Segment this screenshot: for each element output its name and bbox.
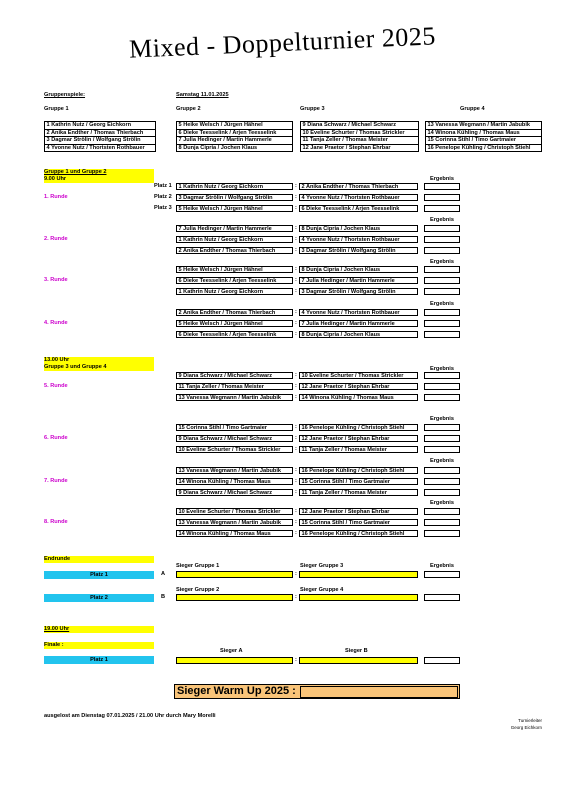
ergebnis-header: Ergebnis: [430, 301, 454, 307]
round-label: 4. Runde: [44, 320, 68, 326]
match-team-away: 7 Julia Hedinger / Martin Hammerle: [299, 320, 418, 327]
ergebnis-field[interactable]: [424, 331, 460, 338]
colon: :: [295, 508, 297, 514]
round-label: 3. Runde: [44, 277, 68, 283]
team-name: Jane Praetor / Stephan Ehrbar: [310, 144, 391, 151]
ergebnis-field[interactable]: [424, 424, 460, 431]
ergebnis-field[interactable]: [424, 467, 460, 474]
sieger-a-label: Sieger A: [220, 648, 243, 654]
match-team-home: 1 Kathrin Nutz / Georg Eichkorn: [176, 236, 293, 243]
team-number: 7: [178, 137, 182, 143]
section1-label: [44, 169, 154, 176]
endrunde-label: Endrunde: [44, 556, 154, 563]
match-team-away: 3 Dagmar Strölin / Wolfgang Strölin: [299, 288, 418, 295]
team-name: Eveline Schurter / Thomas Strickler: [310, 129, 405, 136]
match-team-away: 14 Winona Kühling / Thomas Maus: [299, 394, 418, 401]
team-name: Corinna Stihl / Timo Gartmaier: [435, 137, 517, 143]
ergebnis-field[interactable]: [424, 489, 460, 496]
colon: :: [295, 225, 297, 231]
group-team-entry: [177, 137, 292, 145]
group-team-entry: [45, 145, 155, 152]
team-name: Kathrin Nutz / Georg Eichkorn: [51, 122, 132, 128]
sieger-gruppe1-field[interactable]: [176, 571, 293, 578]
footer-role: Turnierleiter: [518, 718, 542, 723]
group-4-team-list: [425, 121, 542, 152]
ergebnis-field[interactable]: [424, 236, 460, 243]
team-number: 10: [302, 129, 309, 136]
team-name: Tanja Zeller / Thomas Meister: [309, 137, 388, 143]
match-team-away: 4 Yvonne Nutz / Thortsten Rothbauer: [299, 194, 418, 201]
team-name: Dagmar Strölin / Wolfgang Strölin: [51, 137, 141, 143]
group-team-entry: [45, 130, 155, 138]
colon: :: [295, 309, 297, 315]
colon: :: [295, 247, 297, 253]
section1-title: Gruppe 1 und Gruppe 2: [44, 169, 107, 175]
match-team-home: 13 Vanessa Wegmann / Martin Jabubik: [176, 394, 293, 401]
ergebnis-header: Ergebnis: [430, 176, 454, 182]
colon: :: [295, 288, 297, 294]
sieger-a-field[interactable]: [176, 657, 293, 664]
date-label: Samstag 11.01.2025: [176, 92, 229, 98]
match-team-away: 8 Dunja Cipria / Jochen Klaus: [299, 266, 418, 273]
group-team-entry: [301, 137, 418, 145]
colon: :: [295, 478, 297, 484]
ergebnis-field[interactable]: [424, 247, 460, 254]
group-team-entry: [426, 130, 541, 138]
warmup-winner-field[interactable]: [300, 686, 458, 698]
footer-note: ausgelost am Dienstag 07.01.2025 / 21.00 Uhr durch Mary Morelli: [44, 713, 216, 719]
match-team-away: 3 Dagmar Strölin / Wolfgang Strölin: [299, 247, 418, 254]
match-team-home: 9 Diana Schwarz / Michael Schwarz: [176, 489, 293, 496]
colon: :: [295, 530, 297, 536]
ergebnis-field[interactable]: [424, 435, 460, 442]
match-a-label: A: [161, 571, 166, 577]
finale-label: Finale :: [44, 642, 154, 649]
group-team-entry: [426, 145, 541, 152]
match-team-away: 8 Dunja Cipria / Jochen Klaus: [299, 331, 418, 338]
round-label: 8. Runde: [44, 519, 68, 525]
page-title: Mixed - Doppelturnier 2025: [128, 21, 437, 64]
match-team-away: 12 Jane Praetor / Stephan Ehrbar: [299, 383, 418, 390]
match-team-away: 16 Penelope Kühling / Christoph Stiehl: [299, 467, 418, 474]
colon: :: [295, 394, 297, 400]
colon: :: [295, 277, 297, 283]
ergebnis-field[interactable]: [424, 383, 460, 390]
ergebnis-field-a[interactable]: [424, 571, 460, 578]
team-number: 13: [427, 122, 434, 128]
match-team-home: 13 Vanessa Wegmann / Martin Jabubik: [176, 519, 293, 526]
platz1-endrunde-badge: Platz 1: [44, 571, 154, 579]
team-number: 16: [427, 144, 434, 151]
colon: :: [295, 519, 297, 525]
group-team-entry: [301, 145, 418, 152]
match-team-away: 16 Penelope Kühling / Christoph Stiehl: [299, 530, 418, 537]
team-name: Dunja Cipria / Jochen Klaus: [183, 144, 258, 151]
team-number: 6: [178, 129, 182, 136]
colon: :: [295, 331, 297, 337]
group-team-entry: [426, 137, 541, 145]
group-team-entry: [301, 130, 418, 138]
match-team-home: 5 Heike Welsch / Jürgen Hähnel: [176, 320, 293, 327]
group-team-entry: [177, 145, 292, 152]
sieger-gruppe2-label: Sieger Gruppe 2: [176, 587, 220, 593]
match-team-home: 10 Eveline Schurter / Thomas Strickler: [176, 446, 293, 453]
ergebnis-endrunde-label: Ergebnis: [430, 563, 454, 569]
section1-time: 9.00 Uhr: [44, 176, 154, 183]
group-team-entry: [301, 122, 418, 130]
team-number: 11: [302, 137, 309, 143]
warmup-label: Sieger Warm Up 2025 :: [177, 685, 296, 697]
group-3-label: Gruppe 3: [300, 106, 325, 112]
ergebnis-field-b[interactable]: [424, 594, 460, 601]
colon: :: [295, 489, 297, 495]
colon: :: [295, 183, 297, 189]
team-name: Dieke Teesselink / Arjen Teesselink: [183, 129, 277, 136]
match-team-away: 12 Jane Praetor / Stephan Ehrbar: [299, 435, 418, 442]
team-number: 1: [46, 122, 50, 128]
match-team-home: 6 Dieke Teesselink / Arjen Teesselink: [176, 277, 293, 284]
ergebnis-header: Ergebnis: [430, 500, 454, 506]
match-team-home: 1 Kathrin Nutz / Georg Eichkorn: [176, 288, 293, 295]
platz2-endrunde-badge: Platz 2: [44, 594, 154, 602]
round-label: 1. Runde: [44, 194, 68, 200]
match-team-home: 5 Heike Welsch / Jürgen Hähnel: [176, 266, 293, 273]
sieger-gruppe3-field[interactable]: [299, 571, 418, 578]
sieger-gruppe4-field[interactable]: [299, 594, 418, 601]
ergebnis-header: Ergebnis: [430, 416, 454, 422]
platz-label: Platz 3: [154, 205, 172, 211]
ergebnis-field-finale[interactable]: [424, 657, 460, 664]
ergebnis-header: Ergebnis: [430, 458, 454, 464]
match-team-home: 14 Winona Kühling / Thomas Maus: [176, 530, 293, 537]
colon: :: [295, 320, 297, 326]
match-team-home: 10 Eveline Schurter / Thomas Strickler: [176, 508, 293, 515]
team-name: Yvonne Nutz / Thortsten Rothbauer: [51, 144, 145, 151]
ergebnis-field[interactable]: [424, 183, 460, 190]
colon: :: [295, 446, 297, 452]
sieger-gruppe3-label: Sieger Gruppe 3: [300, 563, 344, 569]
match-team-home: 9 Diana Schwarz / Michael Schwarz: [176, 435, 293, 442]
group-2-team-list: [176, 121, 293, 152]
platz-label: Platz 2: [154, 194, 172, 200]
team-name: Anika Endther / Thomas Thierbach: [50, 129, 144, 136]
footer-name: Georg Eichkorn: [510, 725, 542, 730]
platz1-finale-badge: Platz 1: [44, 656, 154, 664]
match-team-away: 11 Tanja Zeller / Thomas Meister: [299, 489, 418, 496]
platz-label: Platz 1: [154, 183, 172, 189]
match-b-label: B: [161, 594, 166, 600]
colon: :: [295, 372, 297, 378]
ergebnis-header: Ergebnis: [430, 217, 454, 223]
colon: :: [295, 194, 297, 200]
colon: :: [295, 657, 297, 663]
gruppenspiele-label: Gruppenspiele:: [44, 92, 86, 98]
ergebnis-field[interactable]: [424, 225, 460, 232]
group-team-entry: [177, 130, 292, 138]
group-3-team-list: [300, 121, 419, 152]
colon: :: [295, 424, 297, 430]
match-team-home: 14 Winona Kühling / Thomas Maus: [176, 478, 293, 485]
colon: :: [295, 266, 297, 272]
ergebnis-field[interactable]: [424, 478, 460, 485]
match-team-away: 16 Penelope Kühling / Christoph Stiehl: [299, 424, 418, 431]
team-name: Winona Kühling / Thomas Maus: [435, 129, 520, 136]
match-team-home: 13 Vanessa Wegmann / Martin Jabubik: [176, 467, 293, 474]
ergebnis-field[interactable]: [424, 372, 460, 379]
group-team-entry: [45, 137, 155, 145]
match-team-home: 1 Kathrin Nutz / Georg Eichkorn: [176, 183, 293, 190]
sieger-b-field[interactable]: [299, 657, 418, 664]
match-team-home: 2 Anika Endther / Thomas Thierbach: [176, 309, 293, 316]
match-team-home: 15 Corinna Stihl / Timo Gartmaier: [176, 424, 293, 431]
match-team-home: 7 Julia Hedinger / Martin Hammerle: [176, 225, 293, 232]
sieger-gruppe4-label: Sieger Gruppe 4: [300, 587, 344, 593]
group-team-entry: [45, 122, 155, 130]
match-team-away: 4 Yvonne Nutz / Thortsten Rothbauer: [299, 236, 418, 243]
ergebnis-field[interactable]: [424, 288, 460, 295]
team-name: Vanessa Wegmann / Martin Jabubik: [435, 122, 531, 128]
group-team-entry: [426, 122, 541, 130]
match-team-away: 11 Tanja Zeller / Thomas Meister: [299, 446, 418, 453]
ergebnis-field[interactable]: [424, 266, 460, 273]
colon: :: [295, 467, 297, 473]
ergebnis-field[interactable]: [424, 530, 460, 537]
ergebnis-header: Ergebnis: [430, 259, 454, 265]
team-number: 14: [427, 129, 434, 136]
match-team-away: 4 Yvonne Nutz / Thortsten Rothbauer: [299, 309, 418, 316]
ergebnis-header: Ergebnis: [430, 366, 454, 372]
match-team-away: 15 Corinna Stihl / Timo Gartmaier: [299, 519, 418, 526]
match-team-home: 3 Dagmar Strölin / Wolfgang Strölin: [176, 194, 293, 201]
team-number: 4: [46, 144, 50, 151]
match-team-home: 11 Tanja Zeller / Thomas Meister: [176, 383, 293, 390]
round-label: 6. Runde: [44, 435, 68, 441]
match-team-home: 6 Dieke Teesselink / Arjen Teesselink: [176, 331, 293, 338]
section2-time: 13.00 Uhr: [44, 357, 154, 364]
team-name: Diana Schwarz / Michael Schwarz: [307, 122, 397, 128]
ergebnis-field[interactable]: [424, 309, 460, 316]
ergebnis-field[interactable]: [424, 508, 460, 515]
match-team-home: 5 Heike Welsch / Jürgen Hähnel: [176, 205, 293, 212]
team-number: 8: [178, 144, 182, 151]
sieger-gruppe1-label: Sieger Gruppe 1: [176, 563, 220, 569]
match-team-home: 2 Anika Endther / Thomas Thierbach: [176, 247, 293, 254]
team-name: Heike Welsch / Jürgen Hähnel: [183, 122, 263, 128]
round-label: 5. Runde: [44, 383, 68, 389]
sieger-gruppe2-field[interactable]: [176, 594, 293, 601]
finale-time: 19.00 Uhr: [44, 626, 154, 633]
colon: :: [295, 435, 297, 441]
ergebnis-field[interactable]: [424, 194, 460, 201]
team-number: 2: [46, 129, 50, 136]
group-2-label: Gruppe 2: [176, 106, 201, 112]
group-1-label: Gruppe 1: [44, 106, 69, 112]
ergebnis-field[interactable]: [424, 394, 460, 401]
group-4-label: Gruppe 4: [460, 106, 485, 112]
group-team-entry: [177, 122, 292, 130]
match-team-away: 12 Jane Praetor / Stephan Ehrbar: [299, 508, 418, 515]
team-name: Julia Hedinger / Martin Hammerle: [183, 137, 272, 143]
colon: :: [295, 383, 297, 389]
ergebnis-field[interactable]: [424, 205, 460, 212]
team-number: 12: [302, 144, 309, 151]
match-team-away: 8 Dunja Cipria / Jochen Klaus: [299, 225, 418, 232]
team-name: Penelope Kühling / Christoph Stiehl: [435, 144, 531, 151]
match-team-home: 9 Diana Schwarz / Michael Schwarz: [176, 372, 293, 379]
team-number: 5: [178, 122, 182, 128]
colon: :: [295, 236, 297, 242]
colon: :: [295, 594, 297, 600]
section2-label: Gruppe 3 und Gruppe 4: [44, 364, 154, 371]
colon: :: [295, 205, 297, 211]
ergebnis-field[interactable]: [424, 320, 460, 327]
team-number: 3: [46, 137, 50, 143]
match-team-away: 2 Anika Endther / Thomas Thierbach: [299, 183, 418, 190]
ergebnis-field[interactable]: [424, 277, 460, 284]
match-team-away: 6 Dieke Teesselink / Arjen Teesselink: [299, 205, 418, 212]
match-team-away: 10 Eveline Schurter / Thomas Strickler: [299, 372, 418, 379]
colon: :: [295, 571, 297, 577]
ergebnis-field[interactable]: [424, 519, 460, 526]
match-team-away: 7 Julia Hedinger / Martin Hammerle: [299, 277, 418, 284]
team-number: 15: [427, 137, 434, 143]
sieger-b-label: Sieger B: [345, 648, 368, 654]
round-label: 7. Runde: [44, 478, 68, 484]
group-1-team-list: [44, 121, 156, 152]
round-label: 2. Runde: [44, 236, 68, 242]
ergebnis-field[interactable]: [424, 446, 460, 453]
team-number: 9: [302, 122, 306, 128]
match-team-away: 15 Corinna Stihl / Timo Gartmaier: [299, 478, 418, 485]
